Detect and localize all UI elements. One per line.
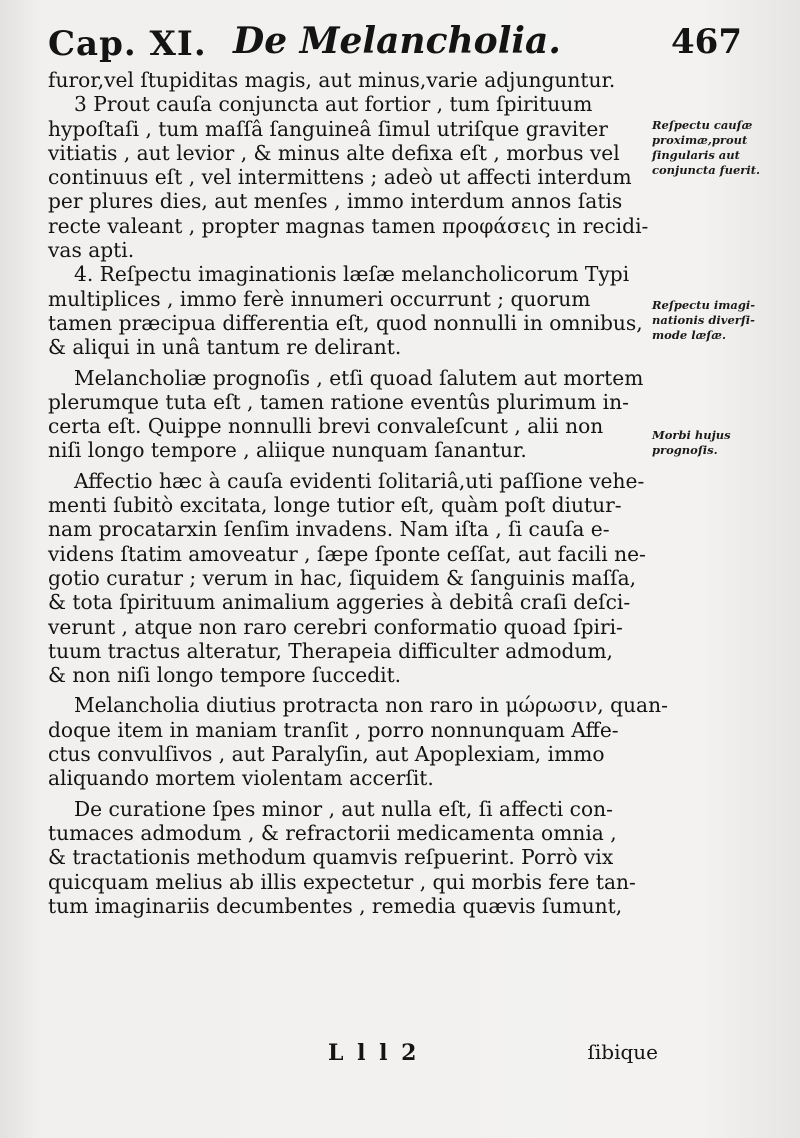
text-line: & non niſi longo tempore ſuccedit.	[48, 663, 402, 688]
text-line: plerumque tuta eſt , tamen ratione eventûs plurimum in-	[48, 389, 629, 414]
text-line: videns ſtatim amoveatur , ſæpe ſponte ceſſat, aut facili ne-	[48, 541, 646, 566]
text-line: ctus convulſivos , aut Paralyſin, aut Apoplexiam, immo	[48, 742, 605, 767]
text-line: tumaces admodum , & refractorii medicamenta omnia ,	[48, 820, 617, 845]
text-line: 4. Reſpectu imaginationis læſæ melancholicorum Typi	[74, 262, 630, 287]
text-line: recte valeant , propter magnas tamen προφάσεις in recidi-	[48, 213, 649, 238]
text-line: furor,vel ſtupiditas magis, aut minus,varie adjunguntur.	[48, 68, 616, 92]
text-line: & tota ſpirituum animalium aggeries à debitâ craſi deſci-	[48, 590, 631, 615]
text-line: menti ſubitò excitata, longe tutior eſt, quàm poſt diutur-	[48, 493, 622, 518]
text-line: De curatione ſpes minor , aut nulla eſt, ſi affecti con-	[74, 796, 613, 821]
text-line: quicquam melius ab illis expectetur , qui morbis fere tan-	[48, 869, 636, 894]
text-line: continuus eſt , vel intermittens ; adeò ut affecti interdum	[48, 165, 632, 190]
chapter-title: De Melancholia.	[233, 20, 561, 62]
main-text	[48, 68, 668, 918]
margin-note-prognosis: Morbi hujus prognoſis.	[652, 428, 731, 457]
text-line: vas apti.	[48, 238, 135, 263]
chapter-label: Cap. XI.	[48, 24, 207, 64]
text-line: gotio curatur ; verum in hac, ſiquidem & ſanguinis maſſa,	[48, 565, 637, 590]
page-number: 467	[671, 22, 742, 62]
text-line: & aliqui in unâ tantum re delirant.	[48, 335, 402, 360]
text-line: nam procatarxin ſenſim invadens. Nam iſta , ſi cauſa e-	[48, 517, 610, 542]
text-line: 3 Prout cauſa conjuncta aut fortior , tum ſpirituum	[74, 92, 593, 117]
margin-note-imagination: Reſpectu imagi- nationis diverſi- mode læſæ.	[652, 298, 756, 342]
text-line: per plures dies, aut menſes , immo interdum annos ſatis	[48, 189, 623, 214]
catchword: ſibique	[587, 1040, 658, 1064]
text-line: Melancholia diutius protracta non raro in μώρωσιν, quan-	[74, 693, 668, 718]
text-line: doque item in maniam tranſit , porro nonnunquam Affe-	[48, 717, 619, 742]
running-header	[48, 18, 748, 70]
text-line: & tractationis methodum quamvis reſpuerint. Porrò vix	[48, 845, 614, 870]
page-footer	[48, 1040, 658, 1070]
text-line: hypoſtaſi , tum maſſâ ſanguineâ ſimul utriſque graviter	[48, 116, 608, 141]
margin-note-cause: Reſpectu cauſæ proximæ,prout ſingularis aut conjuncta fuerit.	[652, 118, 761, 177]
text-line: verunt , atque non raro cerebri conformatio quoad ſpiri-	[48, 614, 623, 639]
text-line: tuum tractus alteratur, Therapeia difficulter admodum,	[48, 638, 613, 663]
text-line: Affectio hæc à cauſa evidenti ſolitariâ,uti paſſione vehe-	[74, 468, 645, 493]
text-line: niſi longo tempore , aliique nunquam ſanantur.	[48, 438, 527, 463]
text-line: tum imaginariis decumbentes , remedia quævis ſumunt,	[48, 893, 623, 918]
text-line: tamen præcipua differentia eſt, quod nonnulli in omnibus,	[48, 310, 643, 335]
signature-mark: L l l 2	[328, 1040, 420, 1066]
text-line: aliquando mortem violentam accerſit.	[48, 766, 434, 791]
text-line: Melancholiæ prognoſis , etſi quoad ſalutem aut mortem	[74, 365, 644, 390]
text-line: vitiatis , aut levior , & minus alte defixa eſt , morbus vel	[48, 140, 620, 165]
text-line: multiplices , immo ferè innumeri occurrunt ; quorum	[48, 286, 591, 311]
text-line: certa eſt. Quippe nonnulli brevi convaleſcunt , alii non	[48, 414, 604, 439]
